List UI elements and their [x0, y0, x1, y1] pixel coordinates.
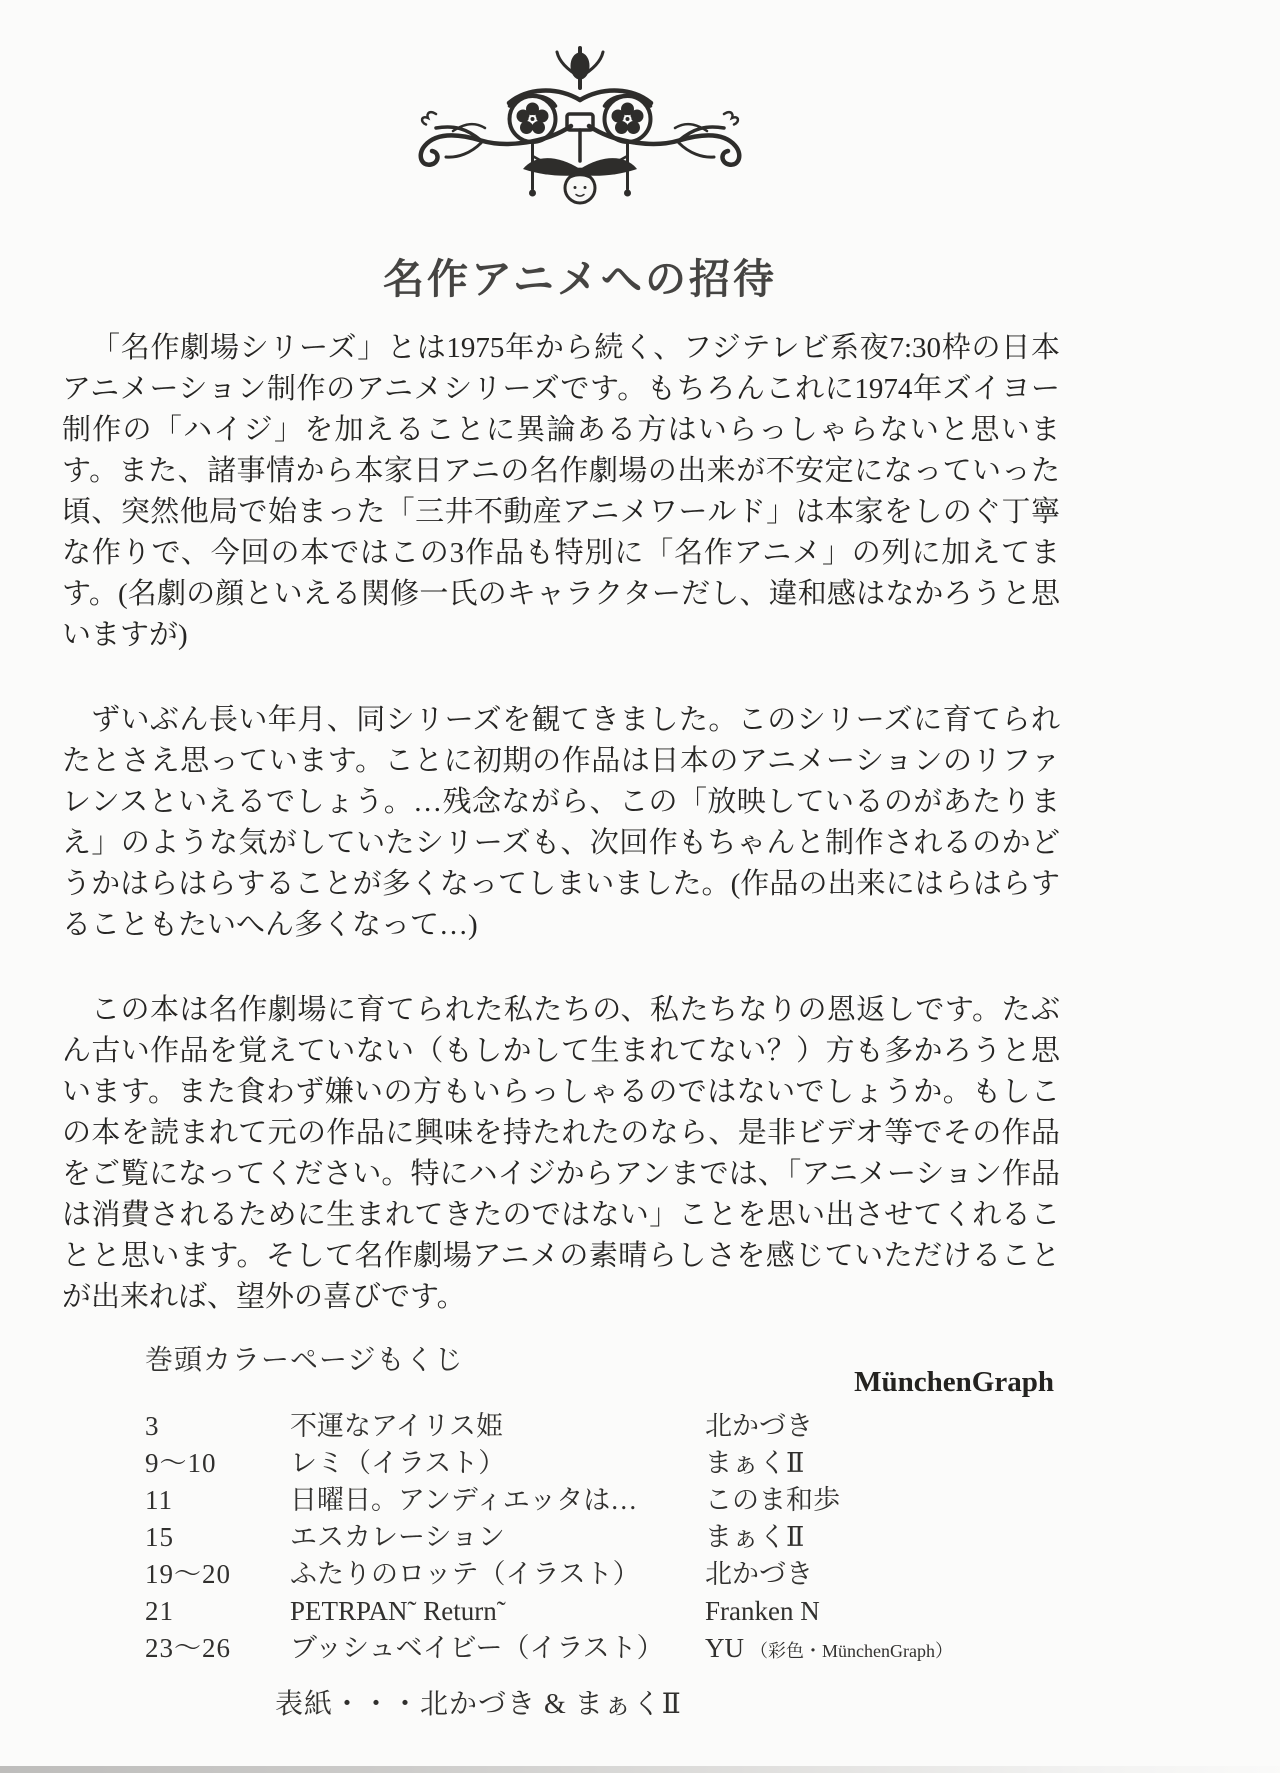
- toc-row: [145, 1630, 1135, 1667]
- toc-author-note: （彩色・MünchenGraph）: [750, 1641, 953, 1661]
- toc-entry-title: レミ（イラスト）: [290, 1448, 506, 1478]
- toc-page-numbers: 21: [145, 1596, 174, 1626]
- author-signature: MünchenGraph: [854, 1366, 1054, 1398]
- header-ornament: [0, 40, 1160, 230]
- toc-row: [145, 1519, 1135, 1556]
- toc-page-numbers: 19〜20: [145, 1559, 231, 1589]
- toc-author-name: このま和歩: [705, 1485, 840, 1515]
- toc-author: [705, 1445, 1135, 1485]
- toc-entry-title: PETRPAN˜ Return˜: [290, 1596, 506, 1626]
- paragraph-2: ずいぶん長い年月、同シリーズを観てきました。このシリーズに育てられたとさえ思っています。ことに初期の作品は日本のアニメーションのリファレンスといえるでしょう。…残念ながら、この「放映しているのがあたりまえ」のような気がしていたシリーズも、次回作もちゃんと制作されるのかどうかはらはらすることが多くなってしまいました。(作品の出来にはらはらすることもたいへん多くなって…): [62, 704, 1060, 941]
- toc-row: [145, 1593, 1135, 1630]
- toc-page-numbers: 11: [145, 1485, 173, 1515]
- toc-entry-title: ブッシュベイビー（イラスト）: [290, 1633, 664, 1663]
- body-text: [62, 328, 1060, 1403]
- cover-credit: 表紙・・・北かづき & まぁくⅡ: [275, 1689, 682, 1720]
- toc-author-name: 北かづき: [705, 1411, 813, 1441]
- ornament-vignette-icon: [404, 40, 756, 230]
- toc-entry-title: 日曜日。アンディエッタは…: [290, 1485, 638, 1515]
- toc-author: [705, 1630, 1135, 1670]
- toc-row: [145, 1482, 1135, 1519]
- toc-page-numbers: 15: [145, 1522, 174, 1552]
- toc-author-name: 北かづき: [705, 1559, 813, 1589]
- toc-heading: 巻頭カラーページもくじ: [145, 1345, 464, 1376]
- scan-edge-artifact: [0, 1766, 1280, 1773]
- toc-entry-title: エスカレーション: [290, 1522, 505, 1552]
- toc-author: [705, 1482, 1135, 1522]
- toc-row: [145, 1408, 1135, 1445]
- toc-author: [705, 1408, 1135, 1448]
- toc-author-name: まぁくⅡ: [705, 1448, 805, 1478]
- toc-author-name: YU: [705, 1633, 744, 1663]
- toc-row: [145, 1556, 1135, 1593]
- toc-author: [705, 1556, 1135, 1596]
- toc-entry-title: ふたりのロッテ（イラスト）: [290, 1559, 640, 1589]
- toc-author: [705, 1593, 1135, 1633]
- toc-page-numbers: 3: [145, 1411, 160, 1441]
- page-title: 名作アニメへの招待: [383, 256, 777, 302]
- toc-author: [705, 1519, 1135, 1559]
- toc-author-name: まぁくⅡ: [705, 1522, 805, 1552]
- toc-page-numbers: 23〜26: [145, 1633, 231, 1663]
- toc-row: [145, 1445, 1135, 1482]
- paragraph-3: この本は名作劇場に育てられた私たちの、私たちなりの恩返しです。たぶん古い作品を覚えていない（もしかして生まれてない？）方も多かろうと思います。また食わず嫌いの方もいらっしゃるのではないでしょうか。もしこの本を読まれて元の作品に興味を持たれたのなら、是非ビデオ等でその作品をご覧になってください。特にハイジからアンまでは、「アニメーション作品は消費されるために生まれてきたのではない」ことを思い出させてくれることと思います。そして名作劇場アニメの素晴らしさを感じていただけることが出来れば、望外の喜びです。: [62, 994, 1060, 1313]
- table-of-contents: [145, 1338, 1135, 1722]
- paragraph-1: 「名作劇場シリーズ」とは1975年から続く、フジテレビ系夜7:30枠の日本アニメーション制作のアニメシリーズです。もちろんこれに1974年ズイヨー制作の「ハイジ」を加えることに異論ある方はいらっしゃらないと思います。また、諸事情から本家日アニの名作劇場の出来が不安定になっていった頃、突然他局で始まった「三井不動産アニメワールド」は本家をしのぐ丁寧な作りで、今回の本ではこの3作品も特別に「名作アニメ」の列に加えてます。(名劇の顔といえる関修一氏のキャラクターだし、違和感はなかろうと思いますが): [62, 332, 1060, 651]
- toc-page-numbers: 9〜10: [145, 1448, 217, 1478]
- toc-author-name: Franken N: [705, 1596, 820, 1626]
- toc-entry-title: 不運なアイリス姫: [290, 1411, 504, 1441]
